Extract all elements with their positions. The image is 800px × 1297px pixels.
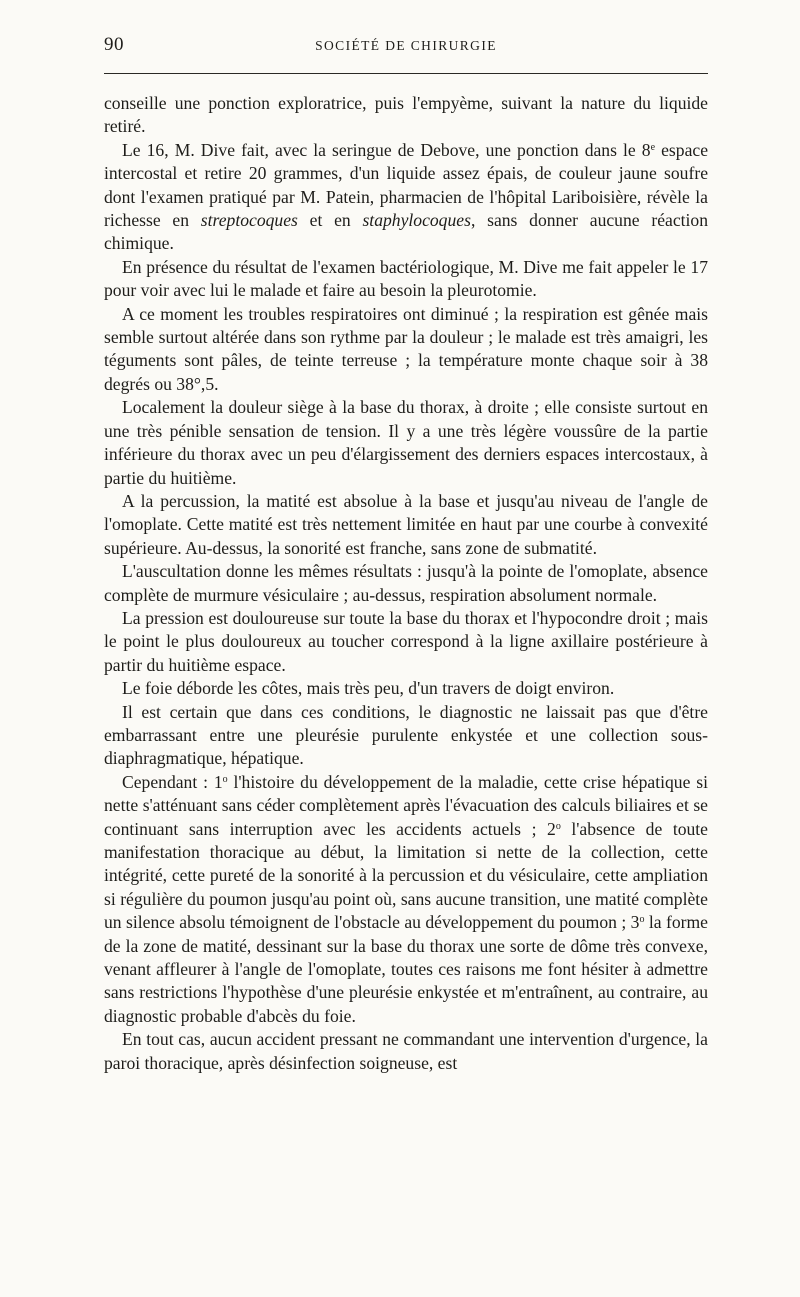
paragraph-11: Cependant : 1$^o$ l'histoire du développement de la maladie, cette crise hépatique si nette s'atténuant sans céder complètement après l'évacuation des calculs biliaires et se continuant sans interruption avec les accidents actuels ; 2$^o$ l'absence de toute manifestation thoracique au début, la limitation si nette de la collection, cette intégrité, cette pureté de la sonorité à la percussion et du vésiculaire, cette ampliation si régulière du poumon jusqu'au point où, sans aucune transition, une matité complète un silence absolu témoignent de l'obstacle au développement du poumon ; 3$^o$ la forme de la zone de matité, dessinant sur la base du thorax une sorte de dôme très convexe, venant affleurer à l'angle de l'omoplate, toutes ces raisons me font hésiter à admettre sans restrictions l'hypothèse d'une pleurésie enkystée et m'entraînent, au contraire, au diagnostic probable d'abcès du foie. <box>104 771 708 1026</box>
paragraph-1: conseille une ponction exploratrice, puis l'empyème, suivant la nature du liquide retiré. <box>104 93 708 137</box>
paragraph-12: En tout cas, aucun accident pressant ne commandant une intervention d'urgence, la paroi thoracique, après désinfection soigneuse, est <box>104 1029 708 1073</box>
body-text <box>104 92 708 1075</box>
paragraph-5: Localement la douleur siège à la base du thorax, à droite ; elle consiste surtout en une très pénible sensation de tension. Il y a une très légère voussûre de la partie inférieure du thorax avec un peu d'élargissement des derniers espaces intercostaux, à partie du huitième. <box>104 397 708 488</box>
page-number: 90 <box>104 34 124 55</box>
paragraph-8: La pression est douloureuse sur toute la base du thorax et l'hypocondre droit ; mais le point le plus douloureux au toucher correspond à la ligne axillaire postérieure à partir du huitième espace. <box>104 607 708 675</box>
book-page <box>104 30 708 1075</box>
paragraph-2: Le 16, M. Dive fait, avec la seringue de Debove, une ponction dans le 8e espace intercostal et retire 20 grammes, d'un liquide assez épais, de couleur jaune soufre dont l'examen pratiqué par M. Patein, pharmacien de l'hôpital Lariboisière, révèle la richesse en streptocoques et en staphylocoques, sans donner aucune réaction chimique. <box>104 139 708 254</box>
paragraph-9: Le foie déborde les côtes, mais très peu, d'un travers de doigt environ. <box>122 678 615 699</box>
paragraph-3: En présence du résultat de l'examen bactériologique, M. Dive me fait appeler le 17 pour voir avec lui le malade et faire au besoin la pleurotomie. <box>104 256 708 301</box>
paragraph-7: L'auscultation donne les mêmes résultats : jusqu'à la pointe de l'omoplate, absence complète de murmure vésiculaire ; au-dessus, respiration absolument normale. <box>104 561 708 605</box>
paragraph-10: Il est certain que dans ces conditions, le diagnostic ne laissait pas que d'être embarrassant entre une pleurésie purulente enkystée et une collection sous-diaphragmatique, hépatique. <box>104 701 708 769</box>
header-rule <box>104 73 708 74</box>
paragraph-6: A la percussion, la matité est absolue à la base et jusqu'au niveau de l'angle de l'omoplate. Cette matité est très nettement limitée en haut par une courbe à convexité supérieure. Au-dessus, la sonorité est franche, sans zone de submatité. <box>104 490 708 558</box>
running-head <box>104 30 708 60</box>
paragraph-4: A ce moment les troubles respiratoires ont diminué ; la respiration est gênée mais semble surtout altérée dans son rythme par la douleur ; le malade est très amaigri, les téguments sont pâles, de teinte terreuse ; la température monte chaque soir à 38 degrés ou 38°,5. <box>104 303 708 394</box>
running-title: SOCIÉTÉ DE CHIRURGIE <box>315 38 497 53</box>
